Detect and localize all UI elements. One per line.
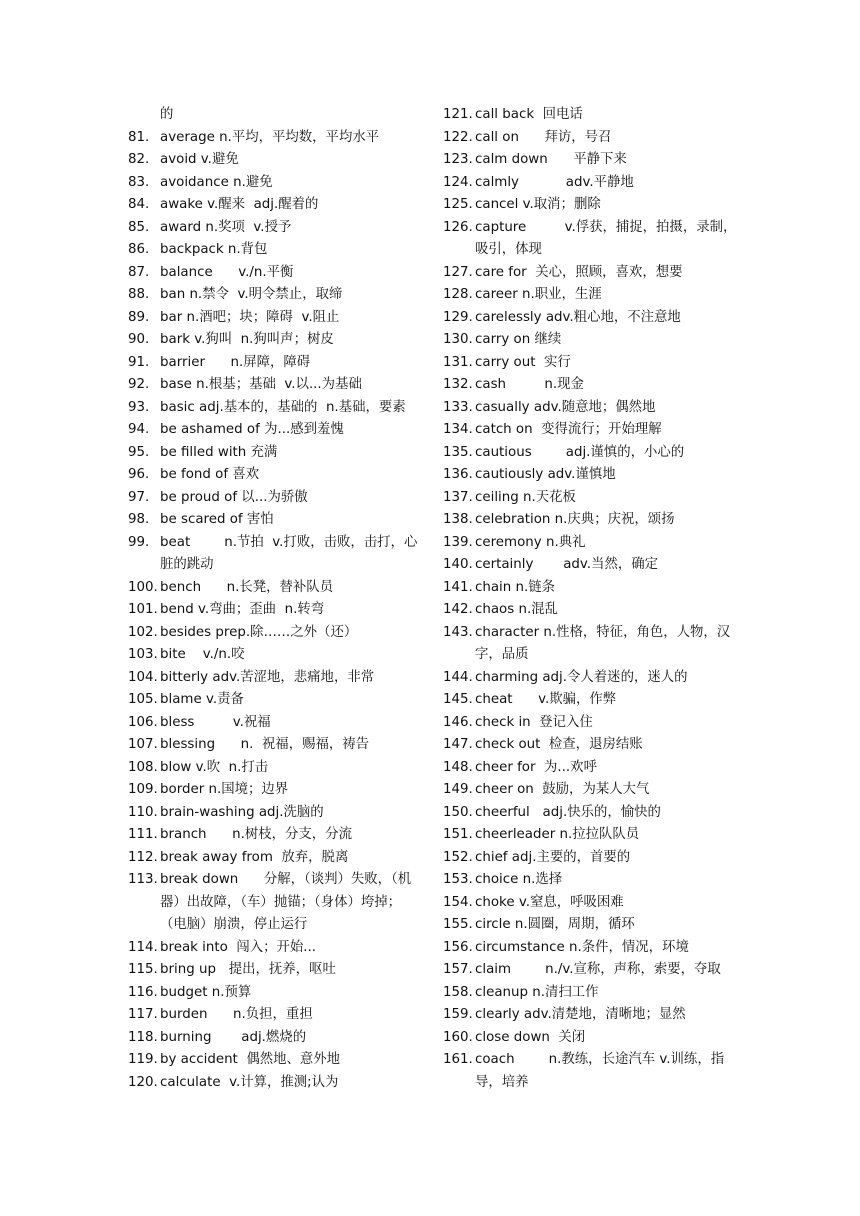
entry-text: claim n./v.宣称，声称，索要，夺取 (475, 962, 721, 977)
entry-text: cheat v.欺骗，作弊 (475, 692, 617, 707)
entry-text: blame v.责备 (160, 692, 244, 707)
entry-number: 99. (128, 534, 150, 550)
entry-number: 152. (443, 849, 473, 865)
vocab-entry (128, 982, 418, 1005)
entry-number: 84. (128, 197, 150, 212)
vocab-entry (128, 487, 418, 510)
entry-text: bend v.弯曲；歪曲 n.转弯 (160, 602, 325, 617)
vocab-entry (443, 329, 743, 352)
vocab-entry (443, 397, 743, 420)
entry-text: awake v.醒来 adj.醒着的 (160, 197, 319, 212)
entry-number: 141. (443, 579, 473, 595)
entry-number: 83. (128, 174, 150, 190)
entry-number: 138. (443, 512, 473, 527)
entry-number: 117. (128, 1007, 158, 1022)
entry-number: 88. (128, 287, 150, 302)
vocab-entry (443, 149, 743, 172)
vocab-entry (128, 239, 418, 262)
vocab-entry (128, 734, 418, 757)
entry-number: 107. (128, 737, 158, 752)
entry-number: 89. (128, 309, 150, 325)
entry-number: 154. (443, 894, 473, 910)
entry-text: bark v.狗叫 n.狗叫声；树皮 (160, 332, 334, 347)
entry-text: balance v./n.平衡 (160, 264, 294, 280)
entry-text: blow v.吹 n.打击 (160, 759, 269, 775)
entry-text: avoidance n.避免 (160, 174, 273, 190)
vocab-entry (443, 712, 743, 735)
entry-number: 136. (443, 467, 473, 482)
vocab-entry (128, 284, 418, 307)
entry-text: calmly adv.平静地 (475, 174, 634, 190)
vocab-entry (128, 1049, 418, 1072)
entry-number: 157. (443, 962, 473, 977)
entry-text: bring up 提出，抚养，呕吐 (160, 962, 336, 977)
vocab-entry (443, 1004, 743, 1027)
vocab-entry (443, 442, 743, 465)
vocab-entry (128, 1004, 418, 1027)
entry-text: burden n.负担，重担 (160, 1007, 313, 1022)
entry-text: calculate v.计算，推测;认为 (160, 1074, 339, 1090)
entry-text: cautiously adv.谨慎地 (475, 467, 616, 482)
entry-text: capture v.俘获，捕捉，拍摄，录制，吸引，体现 (475, 219, 737, 257)
vocab-entry (128, 532, 418, 577)
entry-number: 110. (128, 804, 158, 820)
entry-text: chief adj.主要的，首要的 (475, 849, 631, 865)
vocab-entry (128, 307, 418, 330)
entry-number: 101. (128, 602, 158, 617)
entry-text: base n.根基；基础 v.以...为基础 (160, 377, 362, 392)
entry-number: 92. (128, 377, 150, 392)
vocab-entry (443, 892, 743, 915)
vocab-entry (443, 622, 743, 667)
entry-number: 144. (443, 669, 473, 685)
vocab-entry (128, 847, 418, 870)
entry-number: 90. (128, 332, 150, 347)
entry-text: bite v./n.咬 (160, 647, 245, 662)
entry-text: be filled with 充满 (160, 444, 278, 460)
entry-number: 160. (443, 1029, 473, 1045)
left-column (128, 104, 418, 1094)
vocab-entry (443, 869, 743, 892)
vocab-entry (443, 802, 743, 825)
entry-number: 81. (128, 129, 150, 145)
entry-number: 102. (128, 624, 158, 640)
vocab-entry (443, 982, 743, 1005)
entry-text: cheerful adj.快乐的，愉快的 (475, 804, 661, 820)
vocab-entry (443, 464, 743, 487)
vocab-entry (128, 149, 418, 172)
vocab-entry (443, 104, 743, 127)
entry-number: 146. (443, 714, 473, 730)
vocab-entry (443, 689, 743, 712)
entry-text: certainly adv.当然，确定 (475, 557, 659, 572)
entry-text: barrier n.屏障，障碍 (160, 354, 311, 370)
entry-number: 116. (128, 984, 158, 1000)
entry-text: check in 登记入住 (475, 714, 593, 730)
vocab-entry (443, 487, 743, 510)
vocab-entry (128, 824, 418, 847)
vocab-entry (128, 869, 418, 937)
entry-number: 114. (128, 939, 158, 955)
vocab-entry (128, 959, 418, 982)
entry-number: 151. (443, 827, 473, 842)
entry-text: burning adj.燃烧的 (160, 1029, 307, 1045)
entry-text: chaos n.混乱 (475, 602, 559, 617)
entry-text: bar n.酒吧；块；障碍 v.阻止 (160, 309, 340, 325)
entry-number: 91. (128, 354, 150, 370)
entry-text: carry on 继续 (475, 332, 562, 347)
entry-text: average n.平均，平均数，平均水平 (160, 129, 380, 145)
entry-number: 96. (128, 467, 150, 482)
entry-number: 121. (443, 107, 473, 122)
entry-number: 100. (128, 579, 158, 595)
entry-text: cheer on 鼓励，为某人大气 (475, 782, 650, 797)
entry-number: 142. (443, 602, 473, 617)
vocab-entry (443, 914, 743, 937)
entry-number: 127. (443, 264, 473, 280)
entry-text: carry out 实行 (475, 354, 571, 370)
entry-number: 134. (443, 422, 473, 437)
vocab-entry (128, 779, 418, 802)
entry-number: 120. (128, 1074, 158, 1090)
entry-text: ceiling n.天花板 (475, 489, 576, 505)
entry-number: 95. (128, 444, 150, 460)
entry-number: 108. (128, 759, 158, 775)
entry-number: 149. (443, 782, 473, 797)
vocab-entry (443, 509, 743, 532)
vocab-entry (443, 779, 743, 802)
entry-text: character n.性格，特征，角色，人物，汉字，品质 (475, 624, 731, 662)
entry-text: carelessly adv.粗心地，不注意地 (475, 309, 681, 325)
entry-text: charming adj.令人着迷的，迷人的 (475, 669, 688, 685)
vocab-entry (128, 1027, 418, 1050)
entry-text: career n.职业，生涯 (475, 287, 602, 302)
entry-number: 98. (128, 512, 150, 527)
entry-number: 112. (128, 849, 158, 865)
entry-number: 130. (443, 332, 473, 347)
vocab-entry (443, 194, 743, 217)
entry-text: check out 检查，退房结账 (475, 737, 643, 752)
entry-text: break down 分解，（谈判）失败，（机器）出故障，（车）抛锚；（身体）垮掉；（电脑）崩溃，停止运行 (160, 872, 412, 932)
entry-text: bench n.长凳，替补队员 (160, 579, 334, 595)
vocab-entry (443, 757, 743, 780)
entry-number: 122. (443, 129, 473, 145)
vocab-entry (443, 127, 743, 150)
entry-number: 125. (443, 197, 473, 212)
vocab-entry (128, 374, 418, 397)
entry-number: 118. (128, 1029, 158, 1045)
vocab-entry (128, 757, 418, 780)
entry-text: chain n.链条 (475, 579, 556, 595)
right-entry-list (443, 104, 743, 1094)
vocab-entry (128, 172, 418, 195)
entry-text: circumstance n.条件，情况，环境 (475, 939, 689, 955)
vocab-entry (443, 1049, 743, 1094)
vocab-entry (443, 374, 743, 397)
vocab-entry (128, 194, 418, 217)
vocab-entry (443, 352, 743, 375)
vocab-entry (128, 397, 418, 420)
entry-number: 111. (128, 827, 158, 842)
vocab-entry (128, 217, 418, 240)
vocab-entry (443, 307, 743, 330)
entry-text: beat n.节拍 v.打败，击败，击打，心脏的跳动 (160, 534, 418, 572)
entry-text: bless v.祝福 (160, 714, 271, 730)
vocab-entry (128, 622, 418, 645)
vocab-entry (128, 419, 418, 442)
entry-text: besides prep.除……之外（还） (160, 624, 358, 640)
vocab-entry (443, 172, 743, 195)
entry-number: 115. (128, 962, 158, 977)
entry-text: blessing n. 祝福，赐福，祷告 (160, 737, 370, 752)
entry-text: break away from 放弃，脱离 (160, 849, 349, 865)
entry-text: cheerleader n.拉拉队队员 (475, 827, 640, 842)
entry-number: 135. (443, 444, 473, 460)
entry-text: calm down 平静下来 (475, 152, 627, 167)
vocab-entry (128, 127, 418, 150)
entry-number: 131. (443, 354, 473, 370)
entry-number: 106. (128, 714, 158, 730)
entry-text: by accident 偶然地、意外地 (160, 1052, 341, 1067)
vocab-entry (128, 329, 418, 352)
vocab-entry (443, 217, 743, 262)
entry-text: choke v.窒息，呼吸困难 (475, 894, 624, 910)
vocab-entry (443, 734, 743, 757)
vocab-entry (128, 509, 418, 532)
entry-number: 145. (443, 692, 473, 707)
entry-number: 156. (443, 939, 473, 955)
entry-text: avoid v.避免 (160, 152, 239, 167)
left-entry-list (128, 127, 418, 1095)
entry-text: budget n.预算 (160, 984, 252, 1000)
entry-text: close down 关闭 (475, 1029, 586, 1045)
entry-number: 97. (128, 489, 150, 505)
entry-number: 161. (443, 1052, 473, 1067)
vocab-entry (128, 712, 418, 735)
entry-number: 150. (443, 804, 473, 820)
entry-text: cancel v.取消；删除 (475, 197, 601, 212)
entry-number: 104. (128, 669, 158, 685)
vocab-entry (128, 464, 418, 487)
vocab-entry (128, 442, 418, 465)
entry-text: be proud of 以...为骄傲 (160, 489, 308, 505)
vocab-entry (128, 937, 418, 960)
entry-text: branch n.树枝，分支，分流 (160, 827, 352, 842)
entry-number: 119. (128, 1052, 158, 1067)
entry-number: 85. (128, 219, 150, 235)
entry-number: 93. (128, 399, 150, 415)
entry-number: 133. (443, 399, 473, 415)
continuation-text: 的 (160, 107, 174, 122)
vocab-entry (443, 419, 743, 442)
entry-text: call on 拜访，号召 (475, 129, 612, 145)
entry-number: 113. (128, 872, 158, 887)
entry-number: 123. (443, 152, 473, 167)
entry-text: clearly adv.清楚地，清晰地；显然 (475, 1007, 686, 1022)
entry-number: 155. (443, 917, 473, 932)
vocab-entry (443, 1027, 743, 1050)
entry-number: 105. (128, 692, 158, 707)
entry-text: cautious adj.谨慎的，小心的 (475, 444, 685, 460)
entry-text: care for 关心，照顾，喜欢，想要 (475, 264, 683, 280)
entry-number: 87. (128, 264, 150, 280)
vocab-entry (128, 644, 418, 667)
entry-number: 126. (443, 219, 473, 235)
vocab-entry (128, 262, 418, 285)
vocab-entry (128, 577, 418, 600)
vocab-entry (443, 599, 743, 622)
entry-number: 82. (128, 152, 150, 167)
entry-text: brain-washing adj.洗脑的 (160, 804, 324, 820)
entry-number: 128. (443, 287, 473, 302)
entry-number: 129. (443, 309, 473, 325)
entry-number: 143. (443, 624, 473, 640)
entry-number: 158. (443, 984, 473, 1000)
entry-text: break into 闯入；开始... (160, 939, 317, 955)
entry-number: 109. (128, 782, 158, 797)
entry-number: 124. (443, 174, 473, 190)
vocab-entry (443, 937, 743, 960)
entry-number: 132. (443, 377, 473, 392)
entry-text: celebration n.庆典；庆祝，颂扬 (475, 512, 675, 527)
entry-text: cash n.现金 (475, 377, 584, 392)
entry-text: award n.奖项 v.授予 (160, 219, 292, 235)
entry-text: ban n.禁令 v.明令禁止，取缔 (160, 287, 343, 302)
entry-number: 153. (443, 872, 473, 887)
entry-number: 148. (443, 759, 473, 775)
entry-text: call back 回电话 (475, 107, 583, 122)
vocab-entry (443, 824, 743, 847)
vocab-entry (443, 262, 743, 285)
vocab-entry (128, 802, 418, 825)
entry-text: ceremony n.典礼 (475, 534, 586, 550)
entry-text: cleanup n.清扫工作 (475, 984, 599, 1000)
entry-number: 140. (443, 557, 473, 572)
entry-text: be ashamed of 为...感到羞愧 (160, 422, 344, 437)
vocab-entry (128, 352, 418, 375)
entry-text: casually adv.随意地；偶然地 (475, 399, 656, 415)
entry-text: bitterly adv.苦涩地，悲痛地，非常 (160, 669, 375, 685)
entry-text: circle n.圆圈，周期，循环 (475, 917, 635, 932)
entry-text: cheer for 为...欢呼 (475, 759, 597, 775)
entry-text: choice n.选择 (475, 872, 563, 887)
vocab-entry (128, 689, 418, 712)
entry-text: coach n.教练，长途汽车 v.训练，指导，培养 (475, 1052, 725, 1090)
vocab-entry (128, 1072, 418, 1095)
entry-text: border n.国境；边界 (160, 782, 289, 797)
vocab-entry (443, 847, 743, 870)
vocab-entry (443, 284, 743, 307)
vocab-entry (443, 532, 743, 555)
entry-text: be scared of 害怕 (160, 512, 274, 527)
entry-number: 137. (443, 489, 473, 505)
vocab-entry (443, 554, 743, 577)
entry-text: basic adj.基本的，基础的 n.基础，要素 (160, 399, 406, 415)
vocab-entry (443, 667, 743, 690)
entry-number: 147. (443, 737, 473, 752)
entry-text: catch on 变得流行；开始理解 (475, 422, 662, 437)
entry-text: be fond of 喜欢 (160, 467, 260, 482)
entry-number: 94. (128, 422, 150, 437)
entry-number: 139. (443, 534, 473, 550)
vocab-entry (128, 599, 418, 622)
entry-number: 86. (128, 242, 150, 257)
vocab-entry (443, 577, 743, 600)
entry-text: backpack n.背包 (160, 242, 268, 257)
right-column (443, 104, 743, 1094)
entry-number: 103. (128, 647, 158, 662)
vocab-entry (443, 959, 743, 982)
vocab-entry (128, 667, 418, 690)
entry-number: 159. (443, 1007, 473, 1022)
